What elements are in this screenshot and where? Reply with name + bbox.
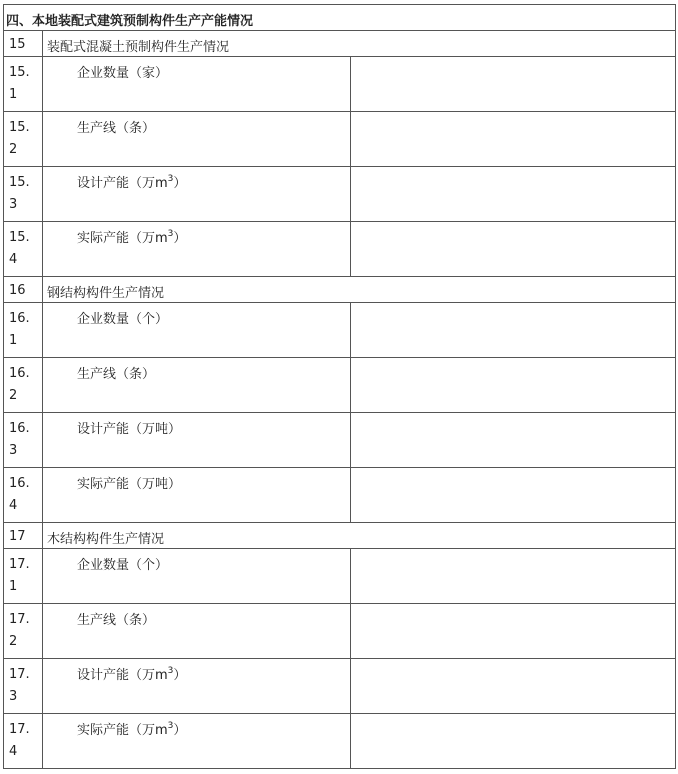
table-row	[4, 222, 676, 277]
value-cell[interactable]	[351, 549, 676, 604]
group-label: 木结构构件生产情况	[47, 532, 165, 547]
item-number: 17.1	[9, 557, 30, 594]
table-row	[4, 468, 676, 523]
group-label-cell	[43, 31, 676, 57]
item-label: 实际产能（万吨）	[77, 477, 182, 492]
group-number: 17	[9, 529, 26, 544]
item-number: 17.4	[9, 722, 30, 759]
value-cell[interactable]	[351, 167, 676, 222]
item-number: 16.1	[9, 311, 30, 348]
group-number-cell	[4, 31, 43, 57]
item-label: 企业数量（个）	[77, 312, 169, 327]
table-row	[4, 413, 676, 468]
value-cell[interactable]	[351, 112, 676, 167]
item-number: 16.4	[9, 476, 30, 513]
table-row	[4, 303, 676, 358]
item-label: 生产线（条）	[77, 121, 156, 136]
table-row	[4, 604, 676, 659]
unit-superscript: 3	[167, 721, 174, 731]
value-cell[interactable]	[351, 604, 676, 659]
value-cell[interactable]	[351, 303, 676, 358]
section-title-cell	[4, 5, 676, 31]
unit-superscript: 3	[167, 174, 174, 184]
value-cell[interactable]	[351, 659, 676, 714]
table-row	[4, 57, 676, 112]
item-number: 16.2	[9, 366, 30, 403]
item-number: 15.2	[9, 120, 30, 157]
item-number: 15.1	[9, 65, 30, 102]
value-cell[interactable]	[351, 358, 676, 413]
item-number: 17.2	[9, 612, 30, 649]
group-number: 16	[9, 283, 26, 298]
capacity-table	[3, 4, 676, 769]
item-label: 设计产能（万$m^3$）	[77, 174, 187, 191]
group-label: 装配式混凝土预制构件生产情况	[47, 40, 230, 55]
table-row	[4, 549, 676, 604]
group-number-cell	[4, 523, 43, 549]
item-label: 生产线（条）	[77, 613, 156, 628]
item-label: 企业数量（家）	[77, 66, 169, 81]
value-cell[interactable]	[351, 222, 676, 277]
section-title: 四、本地装配式建筑预制构件生产产能情况	[6, 14, 254, 29]
item-label: 生产线（条）	[77, 367, 156, 382]
item-number: 17.3	[9, 667, 30, 704]
unit-superscript: 3	[167, 666, 174, 676]
value-cell[interactable]	[351, 57, 676, 112]
item-number: 15.4	[9, 230, 30, 267]
group-number: 15	[9, 37, 26, 52]
item-number: 16.3	[9, 421, 30, 458]
group-number-cell	[4, 277, 43, 303]
value-cell[interactable]	[351, 714, 676, 769]
value-cell[interactable]	[351, 413, 676, 468]
item-label: 企业数量（个）	[77, 558, 169, 573]
item-label: 设计产能（万吨）	[77, 422, 182, 437]
group-label-cell	[43, 277, 676, 303]
unit-superscript: 3	[167, 229, 174, 239]
table-row	[4, 659, 676, 714]
value-cell[interactable]	[351, 468, 676, 523]
table-row	[4, 167, 676, 222]
item-label: 实际产能（万$m^3$）	[77, 721, 187, 738]
table-row	[4, 358, 676, 413]
group-label: 钢结构构件生产情况	[47, 286, 165, 301]
group-label-cell	[43, 523, 676, 549]
table-row	[4, 714, 676, 769]
table-row	[4, 112, 676, 167]
item-label: 实际产能（万$m^3$）	[77, 229, 187, 246]
item-label: 设计产能（万$m^3$）	[77, 666, 187, 683]
item-number: 15.3	[9, 175, 30, 212]
